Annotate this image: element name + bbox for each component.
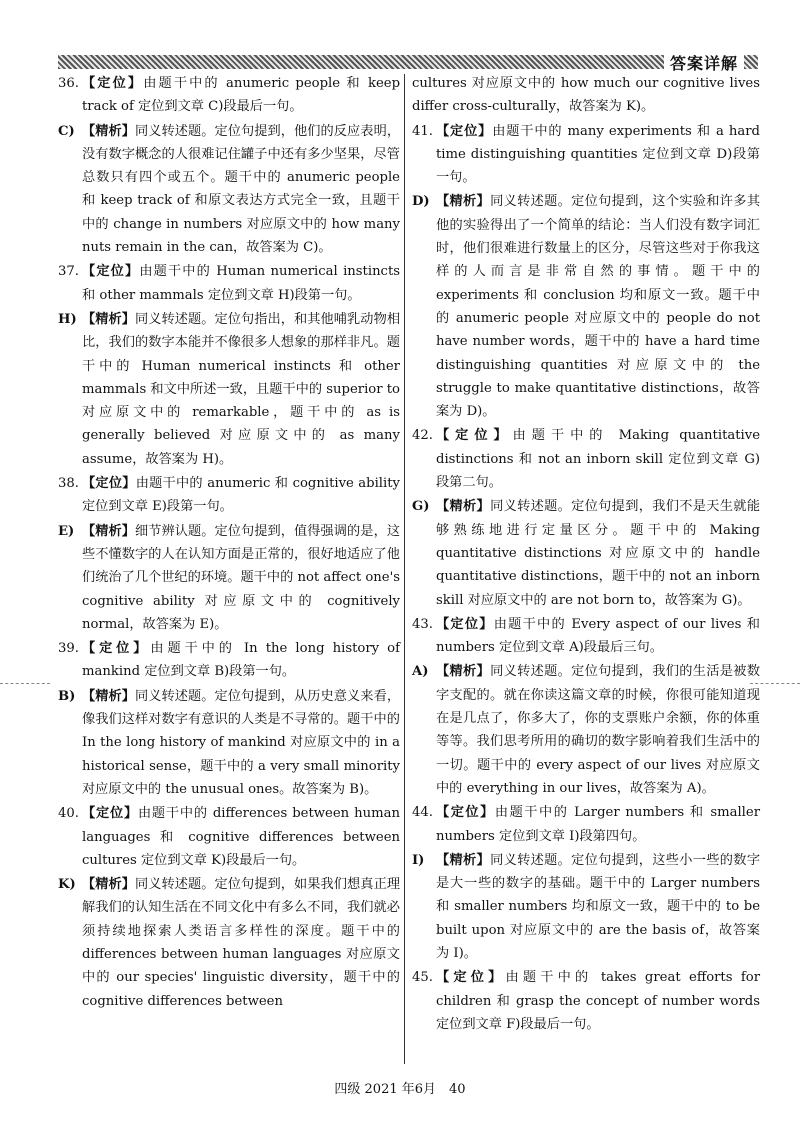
question-number: 42. [412,428,433,444]
question-number: 45. [412,970,433,986]
entry-text: 由题干中的 differences between human languages 和 cognitive differences between cultures 定位到文章 K)段最后一句。 [82,806,400,868]
answer-analysis-entry [58,308,400,471]
cut-line-right [750,683,800,684]
question-number: 41. [412,123,433,139]
entry-tag: 【定位】 [82,641,151,657]
answer-letter: C) [58,123,75,139]
entry-tag: 【定位】 [436,428,513,444]
entry-tag: 【定位】 [82,476,136,492]
answer-letter: H) [58,311,77,327]
question-locate-entry [412,120,760,190]
entry-body [82,873,400,1013]
entry-body [436,120,760,190]
answer-letter: A) [412,664,429,680]
entry-tag: 【精析】 [82,311,136,327]
column-divider [404,74,405,1064]
header-title: 答案详解 [669,53,738,73]
entry-text: 由题干中的 Making quantitative distinctions 和 not an inborn skill 定位到文章 G)段第二句。 [436,428,761,491]
answer-analysis-entry [412,495,760,611]
entry-text: cultures 对应原文中的 how much our cognitive lives differ cross-culturally，故答案为 K)。 [412,76,760,115]
page-footer: 四级 2021 年6月 40 [334,1082,466,1097]
question-number: 36. [58,76,79,91]
right-column [412,72,760,1037]
entry-tag: 【定位】 [436,805,495,821]
answer-letter: B) [58,688,76,704]
left-column [58,72,400,1014]
entry-text: 同义转述题。定位句提到，我们的生活是被数字支配的。就在你读这篇文章的时候，你很可能知道现在是几点了，你多大了，你的支票账户余额，你的体重等等。我们思考所用的确切的数字影响着我们生活中的一切。题干中的 every aspect of our lives 对应原文中的 everything in our lives，故答案为 A)。 [436,664,761,796]
entry-text: 同义转述题。定位句指出，和其他哺乳动物相比，我们的数字本能并不像很多人想象的那样非凡。题干中的 Human numerical instincts 和 other mammals 和文中所述一致，且题干中的 superior to 对应原文中的 remarkable，题干中的 as is generally believed 对应原文中的 as many assume，故答案为 H)。 [82,311,401,467]
entry-body [436,660,760,800]
entry-text: 同义转述题。定位句提到，如果我们想真正理解我们的认知生活在不同文化中有多么不同，我们就必须持续地探索人类语言多样性的深度。题干中的 differences between human languages 对应原文中的 our species' linguistic diversity，题干中的 cognitive differences between [82,877,401,1009]
entry-tag: 【精析】 [82,877,136,893]
question-locate-entry [58,472,400,519]
question-number: 38. [58,476,79,492]
continued-text [412,72,760,119]
entry-text: 由题干中的 Human numerical instincts 和 other mammals 定位到文章 H)段第一句。 [82,264,401,303]
answer-analysis-entry [412,660,760,800]
question-number: 40. [58,806,79,822]
entry-tag: 【精析】 [436,194,491,210]
entry-text: 由题干中的 anumeric people 和 keep track of 定位到文章 C)段最后一句。 [82,76,401,115]
entry-tag: 【定位】 [82,806,138,822]
answer-letter: G) [412,499,430,515]
answer-letter: E) [58,523,75,539]
entry-text: 同义转述题。定位句提到，他们的反应表明，没有数字概念的人很难记住罐子中还有多少坚果，尽管总数只有四个或五个。题干中的 anumeric people 和 keep track of 和原文表达方式完全一致，且题干中的 change in numbers 对应原文中的 how many nuts remain in the can，故答案为 C)。 [82,123,401,256]
entry-tag: 【精析】 [436,499,491,515]
entry-text: 由题干中的 Larger numbers 和 smaller numbers 定位到文章 I)段第四句。 [436,805,761,844]
entry-text: 由题干中的 anumeric 和 cognitive ability 定位到文章 E)段第一句。 [82,476,400,515]
question-number: 39. [58,641,79,657]
entry-tag: 【定位】 [82,76,144,91]
entry-text: 由题干中的 In the long history of mankind 定位到文章 B)段第一句。 [82,641,400,680]
answer-analysis-entry [58,120,400,260]
entry-body [436,190,760,423]
entry-tag: 【精析】 [82,688,136,704]
entry-body [82,472,400,519]
entry-tag: 【定位】 [436,616,494,632]
entry-body [436,966,760,1036]
answer-analysis-entry [58,873,400,1013]
entry-tag: 【精析】 [436,852,491,868]
entry-body [436,495,760,611]
entry-tag: 【精析】 [436,664,491,680]
entry-tag: 【定位】 [436,970,506,986]
entry-text: 由题干中的 Every aspect of our lives 和 numbers 定位到文章 A)段最后三句。 [436,616,760,656]
entry-text: 同义转述题。定位句提到，这些小一些的数字是大一些的数字的基础。题干中的 Larger numbers 和 smaller numbers 均和原文一致，题干中的 to be built upon 对应原文中的 are the basis of，故答案为 I)。 [436,852,761,961]
question-locate-entry [412,424,760,494]
answer-letter: D) [412,194,430,210]
entry-body [436,424,760,494]
entry-body [82,260,400,307]
entry-text: 同义转述题。定位句提到，我们不是天生就能够熟练地进行定量区分。题干中的 Making quantitative distinctions 对应原文中的 handle quantitative distinctions，题干中的 not an inborn skill 对应原文中的 are not born to，故答案为 G)。 [436,499,761,608]
entry-body [82,308,400,471]
answer-letter: K) [58,877,76,893]
entry-body [82,520,400,636]
question-number: 37. [58,264,79,280]
question-locate-entry [58,802,400,872]
question-number: 43. [412,616,433,632]
entry-body [82,637,400,684]
entry-text: 由题干中的 many experiments 和 a hard time distinguishing quantities 定位到文章 D)段第一句。 [436,123,760,186]
section-header [58,52,758,72]
entry-body [412,72,760,119]
question-locate-entry [58,637,400,684]
entry-tag: 【精析】 [82,123,136,139]
entry-tag: 【精析】 [82,523,136,539]
question-locate-entry [58,260,400,307]
entry-tag: 【定位】 [82,264,140,280]
entry-text: 由题干中的 takes great efforts for children 和 grasp the concept of number words 定位到文章 F)段最后一句。 [436,970,761,1032]
entry-tag: 【定位】 [436,123,493,139]
question-locate-entry [412,801,760,848]
entry-text: 细节辨认题。定位句提到，值得强调的是，这些不懂数字的人在认知方面是正常的，很好地适应了他们统治了几个世纪的环境。题干中的 not affect one's cognitive ability 对应原文中的 cognitively normal，故答案为 E)。 [82,523,401,632]
answer-analysis-entry [58,685,400,801]
entry-body [82,685,400,801]
entry-text: 同义转述题。定位句提到，这个实验和许多其他的实验得出了一个简单的结论：当人们没有数字词汇时，他们很难进行数量上的区分，尽管这些对于你我这样的人而言是非常自然的事情。题干中的 experiments 和 conclusion 均和原文一致。题干中的 anumeric people 对应原文中的 people do not have number words，题干中的 have a hard time distinguishing quantities 对应原文中的 the struggle to make quantitative distinctions，故答案为 D)。 [436,194,761,420]
question-locate-entry [412,613,760,660]
answer-letter: I) [412,852,425,868]
entry-body [436,613,760,660]
header-hatch-pattern-right [744,55,758,69]
entry-body [436,849,760,965]
answer-analysis-entry [412,849,760,965]
question-locate-entry [58,72,400,119]
entry-body [82,72,400,119]
entry-body [82,120,400,260]
entry-body [82,802,400,872]
header-hatch-pattern [58,55,664,69]
answer-analysis-entry [58,520,400,636]
answer-analysis-entry [412,190,760,423]
entry-text: 同义转述题。定位句提到，从历史意义来看，像我们这样对数字有意识的人类是不寻常的。题干中的 In the long history of mankind 对应原文中的 in a historical sense，题干中的 a very small minority 对应原文中的 the unusual ones。故答案为 B)。 [82,688,401,797]
cut-line-left [0,683,50,684]
question-locate-entry [412,966,760,1036]
entry-body [436,801,760,848]
question-number: 44. [412,805,433,821]
